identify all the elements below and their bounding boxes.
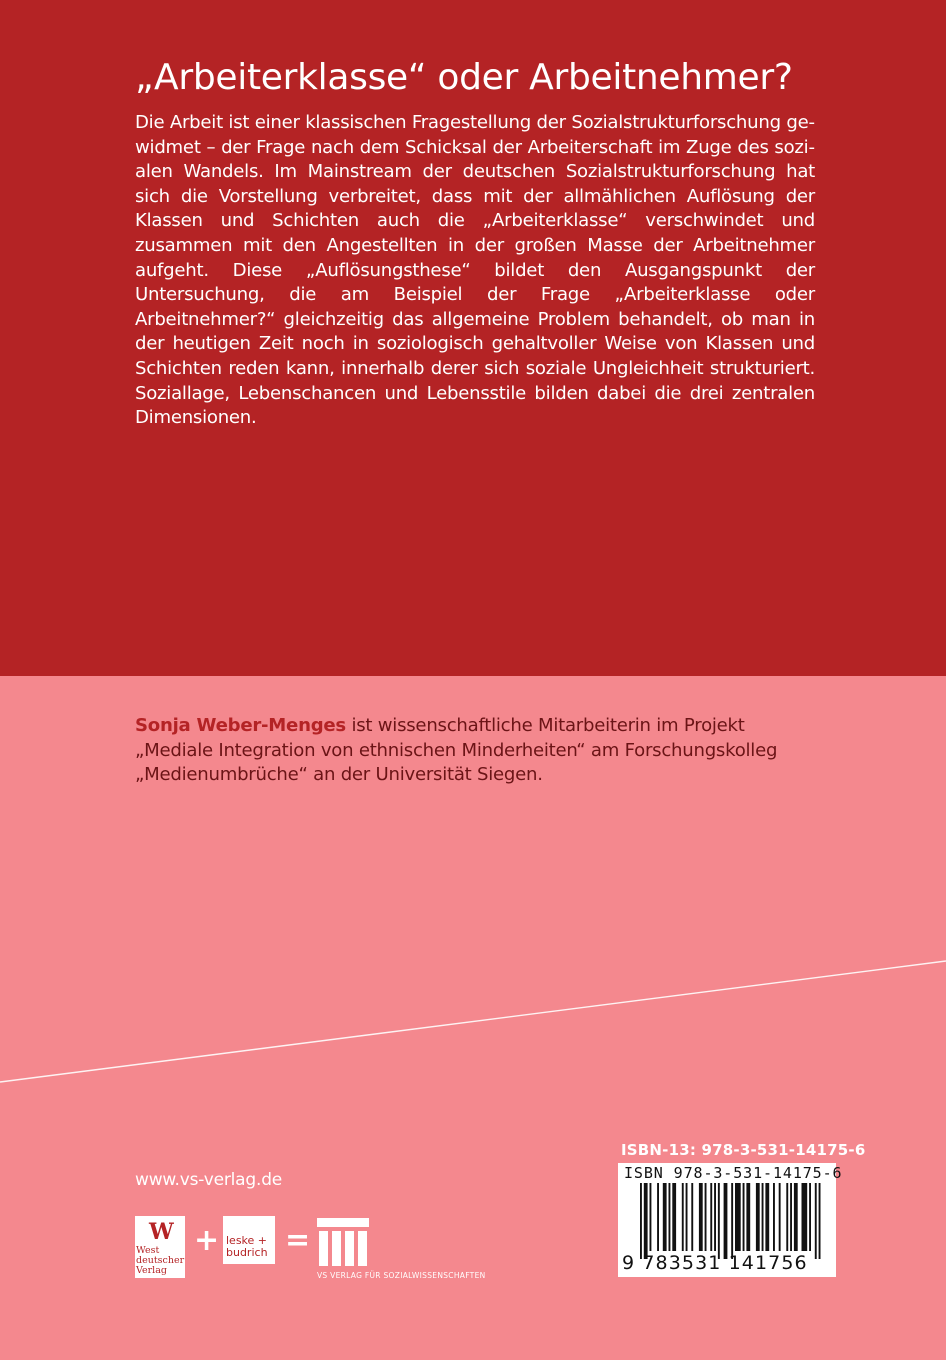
barcode-bar — [790, 1183, 792, 1251]
barcode-bar — [714, 1183, 716, 1251]
barcode-bar — [809, 1183, 811, 1251]
isbn-label: ISBN-13: 978-3-531-14175-6 — [621, 1141, 866, 1159]
barcode-bar — [765, 1183, 769, 1251]
book-title: „Arbeiterklasse“ oder Arbeitnehmer? — [135, 57, 793, 98]
barcode-bar — [710, 1183, 712, 1251]
barcode-bar — [756, 1183, 760, 1251]
author-bio-line3: „Medienumbrüche“ an der Universität Siegen. — [135, 764, 543, 786]
abstract-text: Die Arbeit ist einer klassischen Fragestellung der Sozialstrukturforschung gewidmet – der Frage nach dem Schicksal der Arbeiterschaft im Zuge des sozialen Wandels. Im Mainstream der deutschen Sozialstrukturforschung hat sich die Vorstellung verbreitet, dass mit der allmählichen Auflösung der Klassen und Schichten auch die „Arbeiterklasse“ verschwindet und zusammen mit den Angestellten in der großen Masse der Arbeitnehmer aufgeht. Diese „Auflösungsthese“ bildet den Ausgangspunkt der Untersuchung, die am Beispiel der Frage „Arbeiterklasse oder Arbeitnehmer?“ gleichzeitig das allgemeine Problem behandelt, ob man in der heutigen Zeit noch in soziologisch gehaltvoller Weise von Klassen und Schichten reden kann, innerhalb derer sich soziale Ungleichheit strukturiert. Soziallage, Lebenschancen und Lebensstile bilden dabei die drei zentralen Dimensionen. — [135, 112, 815, 429]
isbn-barcode — [618, 1163, 843, 1277]
leske-budrich-logo-text: leske + budrich — [226, 1234, 268, 1259]
barcode-bar — [663, 1183, 667, 1251]
barcode-bar — [691, 1183, 693, 1251]
barcode-digits: 9 783531 141756 — [622, 1252, 808, 1274]
barcode-bar — [819, 1183, 821, 1259]
westdeutscher-verlag-logo — [135, 1216, 185, 1278]
barcode-bar — [650, 1183, 652, 1251]
equals-sign: = — [285, 1223, 311, 1258]
author-bio-line1: ist wissenschaftliche Mitarbeiterin im Projekt — [345, 715, 745, 736]
plus-sign: + — [194, 1223, 220, 1258]
barcode-bar — [718, 1183, 720, 1259]
publisher-logos — [135, 1212, 535, 1282]
barcode-bar — [743, 1183, 745, 1251]
barcode-bar — [762, 1183, 764, 1251]
westdeutscher-monogram-icon: W — [149, 1219, 174, 1245]
author-bio — [135, 714, 835, 788]
barcode-bar — [682, 1183, 684, 1251]
author-bio-line2: „Mediale Integration von ethnischen Minderheiten“ am Forschungskolleg — [135, 739, 778, 761]
barcode-bar — [699, 1183, 703, 1251]
barcode-bar — [672, 1183, 676, 1251]
barcode-bar — [786, 1183, 788, 1251]
barcode-bar — [779, 1183, 781, 1251]
barcode-bar — [731, 1183, 733, 1259]
barcode-bar — [773, 1183, 775, 1251]
barcode-bar — [724, 1183, 728, 1259]
barcode-bar — [815, 1183, 817, 1259]
author-name: Sonja Weber-Menges — [135, 715, 346, 736]
barcode-bar — [686, 1183, 688, 1251]
vs-verlag-caption: VS VERLAG FÜR SOZIALWISSENSCHAFTEN — [317, 1271, 486, 1280]
barcode-bar — [640, 1183, 642, 1259]
top-red-panel — [0, 0, 946, 676]
barcode-bar — [735, 1183, 741, 1251]
website-url[interactable]: www.vs-verlag.de — [135, 1170, 283, 1190]
barcode-bar — [705, 1183, 707, 1251]
westdeutscher-logo-text: West deutscher Verlag — [136, 1245, 185, 1276]
barcode-bar — [802, 1183, 808, 1251]
barcode-bar — [669, 1183, 671, 1251]
vs-verlag-logo-icon — [317, 1218, 369, 1268]
barcode-bar — [794, 1183, 798, 1251]
barcode-bar — [657, 1183, 659, 1251]
barcode-bar — [644, 1183, 648, 1259]
leske-budrich-logo — [223, 1216, 275, 1264]
barcode-bar — [746, 1183, 750, 1251]
barcode-isbn-text: ISBN 978-3-531-14175-6 — [624, 1164, 843, 1182]
